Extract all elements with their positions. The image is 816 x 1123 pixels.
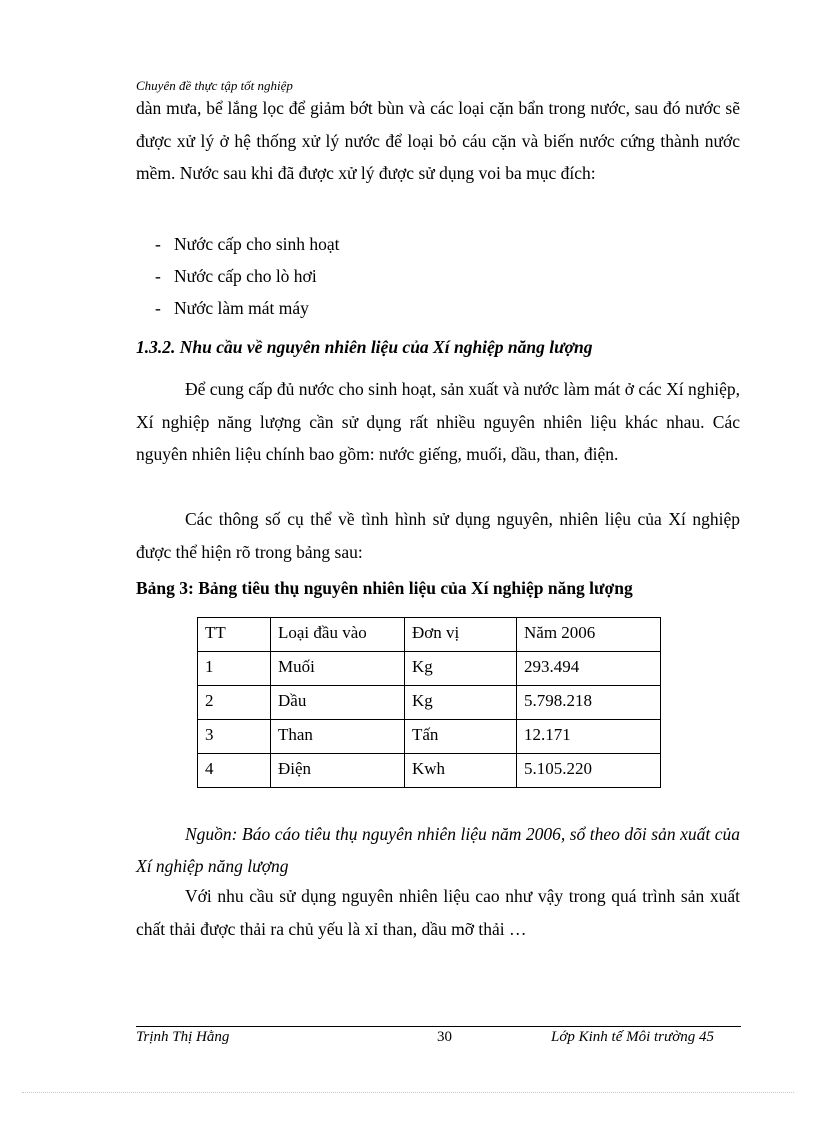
page-header: Chuyên đề thực tập tốt nghiệp — [136, 78, 293, 93]
page-boundary-line — [22, 1092, 794, 1093]
bullet-text: Nước cấp cho sinh hoạt — [174, 234, 340, 254]
table-cell: Điện — [271, 754, 405, 788]
page-number: 30 — [437, 1029, 452, 1045]
table-caption: Bảng 3: Bảng tiêu thụ nguyên nhiên liệu của Xí nghiệp năng lượng — [136, 578, 633, 598]
table-source-note: Nguồn: Báo cáo tiêu thụ nguyên nhiên liệu năm 2006, sổ theo dõi sản xuất của Xí nghiệp năng lượng — [136, 824, 740, 876]
table-row — [198, 652, 661, 686]
table-header-cell: TT — [198, 618, 271, 652]
bullet-item — [155, 228, 340, 260]
bullet-dash: - — [155, 266, 161, 286]
bullet-dash: - — [155, 234, 161, 254]
paragraph-parameters: Các thông số cụ thể về tình hình sử dụng nguyên, nhiên liệu của Xí nghiệp được thể hiện rõ trong bảng sau: — [136, 509, 740, 562]
bullet-item — [155, 260, 340, 292]
footer-divider — [136, 1026, 741, 1027]
bullet-text: Nước làm mát máy — [174, 298, 309, 318]
table-cell: Kg — [405, 686, 517, 720]
bullet-item — [155, 292, 340, 324]
paragraph-needs: Để cung cấp đủ nước cho sinh hoạt, sản xuất và nước làm mát ở các Xí nghiệp, Xí nghiệp năng lượng cần sử dụng rất nhiều nguyên nhiên liệu khác nhau. Các nguyên nhiên liệu chính bao gồm: nước giếng, muối, dầu, than, điện. — [136, 379, 740, 464]
table-header-cell: Năm 2006 — [517, 618, 661, 652]
footer-class: Lớp Kinh tế Môi trường 45 — [551, 1029, 714, 1045]
table-cell: 3 — [198, 720, 271, 754]
table-cell: Tấn — [405, 720, 517, 754]
table-header-cell: Loại đầu vào — [271, 618, 405, 652]
table-row — [198, 754, 661, 788]
table-cell: 1 — [198, 652, 271, 686]
footer-author: Trịnh Thị Hằng — [136, 1029, 230, 1045]
paragraph-intro: dàn mưa, bể lắng lọc để giảm bớt bùn và các loại cặn bẩn trong nước, sau đó nước sẽ được xử lý ở hệ thống xử lý nước để loại bỏ cáu cặn và biến nước cứng thành nước mềm. Nước sau khi đã được xử lý được sử dụng voi ba mục đích: — [136, 98, 740, 183]
bullet-dash: - — [155, 298, 161, 318]
table-cell: Than — [271, 720, 405, 754]
table-cell: 5.798.218 — [517, 686, 661, 720]
table-cell: Dầu — [271, 686, 405, 720]
table-header-row — [198, 618, 661, 652]
table-cell: Kg — [405, 652, 517, 686]
section-heading: 1.3.2. Nhu cầu về nguyên nhiên liệu của Xí nghiệp năng lượng — [136, 337, 593, 357]
bullet-text: Nước cấp cho lò hơi — [174, 266, 317, 286]
table-cell: 2 — [198, 686, 271, 720]
table-cell: 293.494 — [517, 652, 661, 686]
table-row — [198, 720, 661, 754]
bullet-list — [155, 228, 340, 324]
paragraph-waste: Với nhu cầu sử dụng nguyên nhiên liệu cao như vậy trong quá trình sản xuất chất thải được thải ra chủ yếu là xỉ than, dầu mỡ thải … — [136, 886, 740, 939]
table-cell: 5.105.220 — [517, 754, 661, 788]
table-cell: 4 — [198, 754, 271, 788]
consumption-table — [197, 617, 661, 788]
table-cell: Kwh — [405, 754, 517, 788]
table-row — [198, 686, 661, 720]
table-cell: Muối — [271, 652, 405, 686]
table-header-cell: Đơn vị — [405, 618, 517, 652]
table-cell: 12.171 — [517, 720, 661, 754]
